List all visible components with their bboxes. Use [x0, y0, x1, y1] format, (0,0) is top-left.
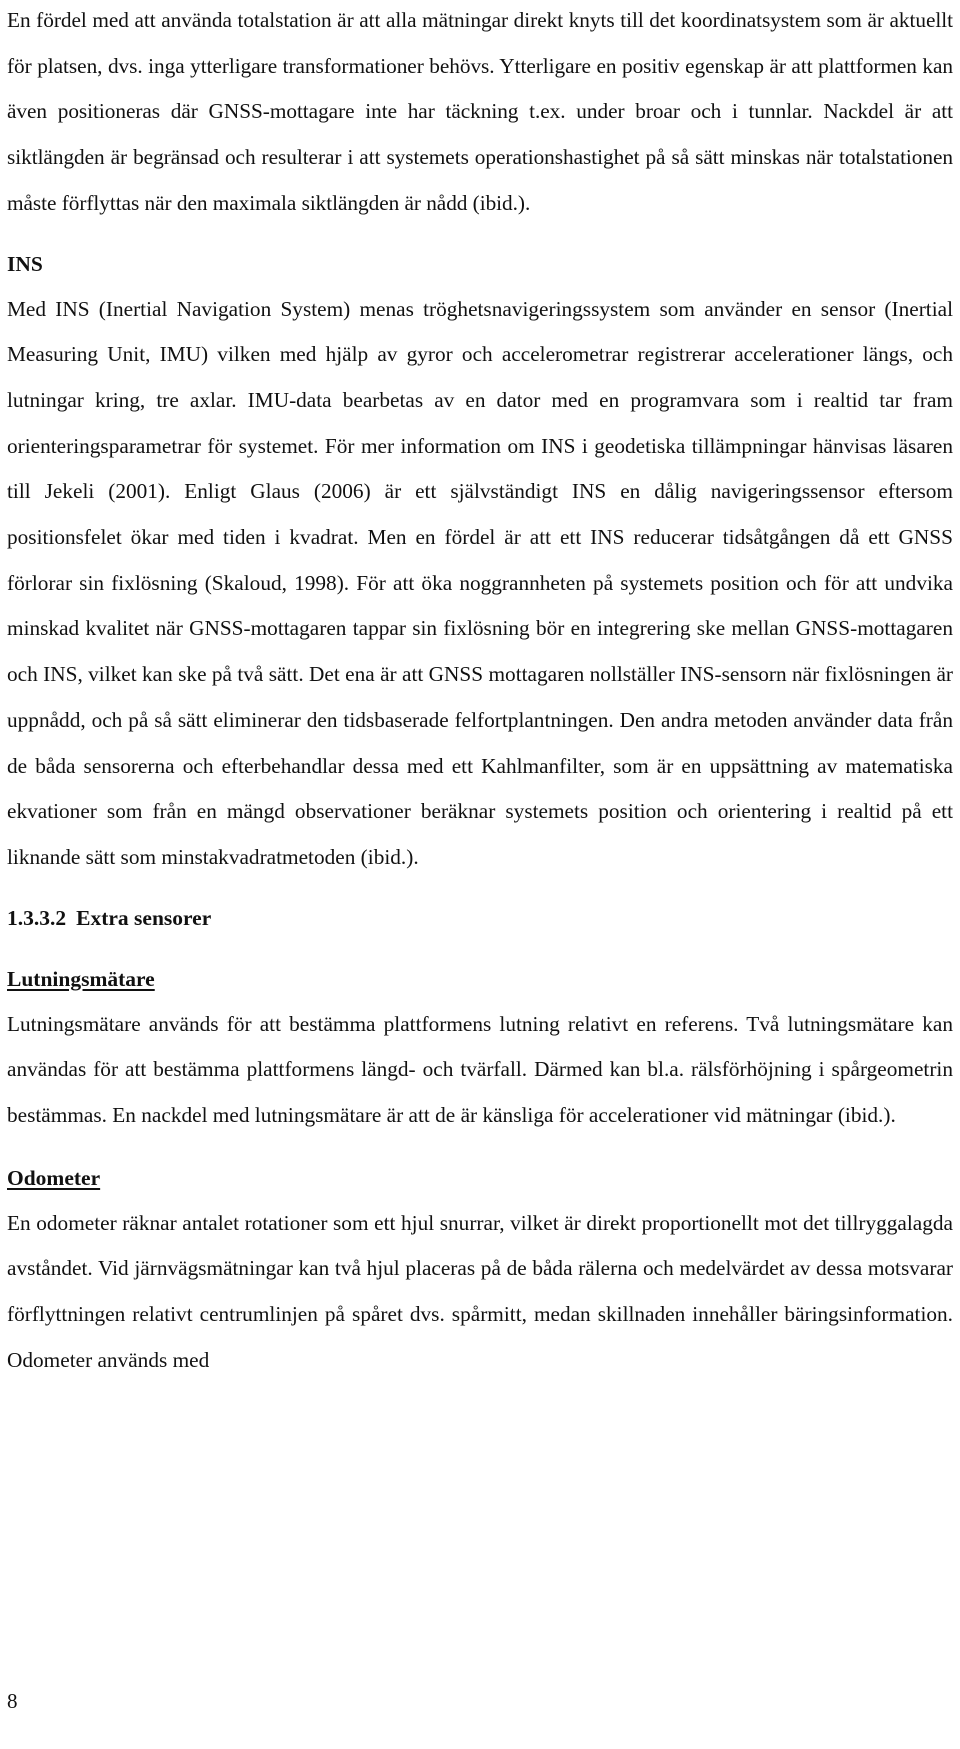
document-page [7, 0, 953, 1384]
section-number: 1.3.3.2 [7, 905, 67, 930]
ins-heading: INS [7, 251, 43, 276]
intro-paragraph: En fördel med att använda totalstation är att alla mätningar direkt knyts till det koordinatsystem som är aktuellt för platsen, dvs. inga ytterligare transformationer behövs. Ytterligare en positiv egenskap är att plattformen kan även positioneras där GNSS-mottagare inte har täckning t.ex. under broar och i tunnlar. Nackdel är att siktlängden är begränsad och resulterar i att systemets operationshastighet på så sätt minskas när totalstationen måste förflyttas när den maximala siktlängden är nådd (ibid.). [7, 8, 953, 215]
odometer-paragraph: En odometer räknar antalet rotationer som ett hjul snurrar, vilket är direkt proportionellt mot det tillryggalagda avståndet. Vid järnvägsmätningar kan två hjul placeras på de båda rälerna och medelvärdet av dessa motsvarar förflyttningen relativt centrumlinjen på spåret dvs. spårmitt, medan skillnaden innehåller bäringsinformation. Odometer används med [7, 1210, 953, 1372]
tilt-meter-heading: Lutningsmätare [7, 966, 155, 991]
odometer-heading: Odometer [7, 1165, 101, 1190]
ins-paragraph: Med INS (Inertial Navigation System) menas tröghetsnavigeringssystem som använder en sensor (Inertial Measuring Unit, IMU) vilken med hjälp av gyror och accelerometrar registrerar accelerationer längs, och lutningar kring, tre axlar. IMU-data bearbetas av en dator med en programvara som i realtid tar fram orienteringsparametrar för systemet. För mer information om INS i geodetiska tillämpningar hänvisas läsaren till Jekeli (2001). Enligt Glaus (2006) är ett självständigt INS en dålig navigeringssensor eftersom positionsfelet ökar med tiden i kvadrat. Men en fördel är att ett INS reducerar tidsåtgången då ett GNSS förlorar sin fixlösning (Skaloud, 1998). För att öka noggrannheten på systemets position och för att undvika minskad kvalitet när GNSS-mottagaren tappar sin fixlösning bör en integrering ske mellan GNSS-mottagaren och INS, vilket kan ske på två sätt. Det ena är att GNSS mottagaren nollställer INS-sensorn när fixlösningen är uppnådd, och på så sätt eliminerar den tidsbaserade felfortplantningen. Den andra metoden använder data från de båda sensorerna och efterbehandlar dessa med ett Kahlmanfilter, som är en uppsättning av matematiska ekvationer som från en mängd observationer beräknar systemets position och orientering i realtid på ett liknande sätt som minstakvadratmetoden (ibid.). [7, 296, 953, 869]
tilt-meter-paragraph: Lutningsmätare används för att bestämma plattformens lutning relativt en referens. Två lutningsmätare kan användas för att bestämma plattformens längd- och tvärfall. Därmed kan bl.a. rälsförhöjning i spårgeometrin bestämmas. En nackdel med lutningsmätare är att de är känsliga för accelerationer vid mätningar (ibid.). [7, 1011, 953, 1128]
page-number: 8 [7, 1689, 18, 1713]
section-heading [7, 895, 953, 941]
section-title: Extra sensorer [76, 905, 212, 930]
